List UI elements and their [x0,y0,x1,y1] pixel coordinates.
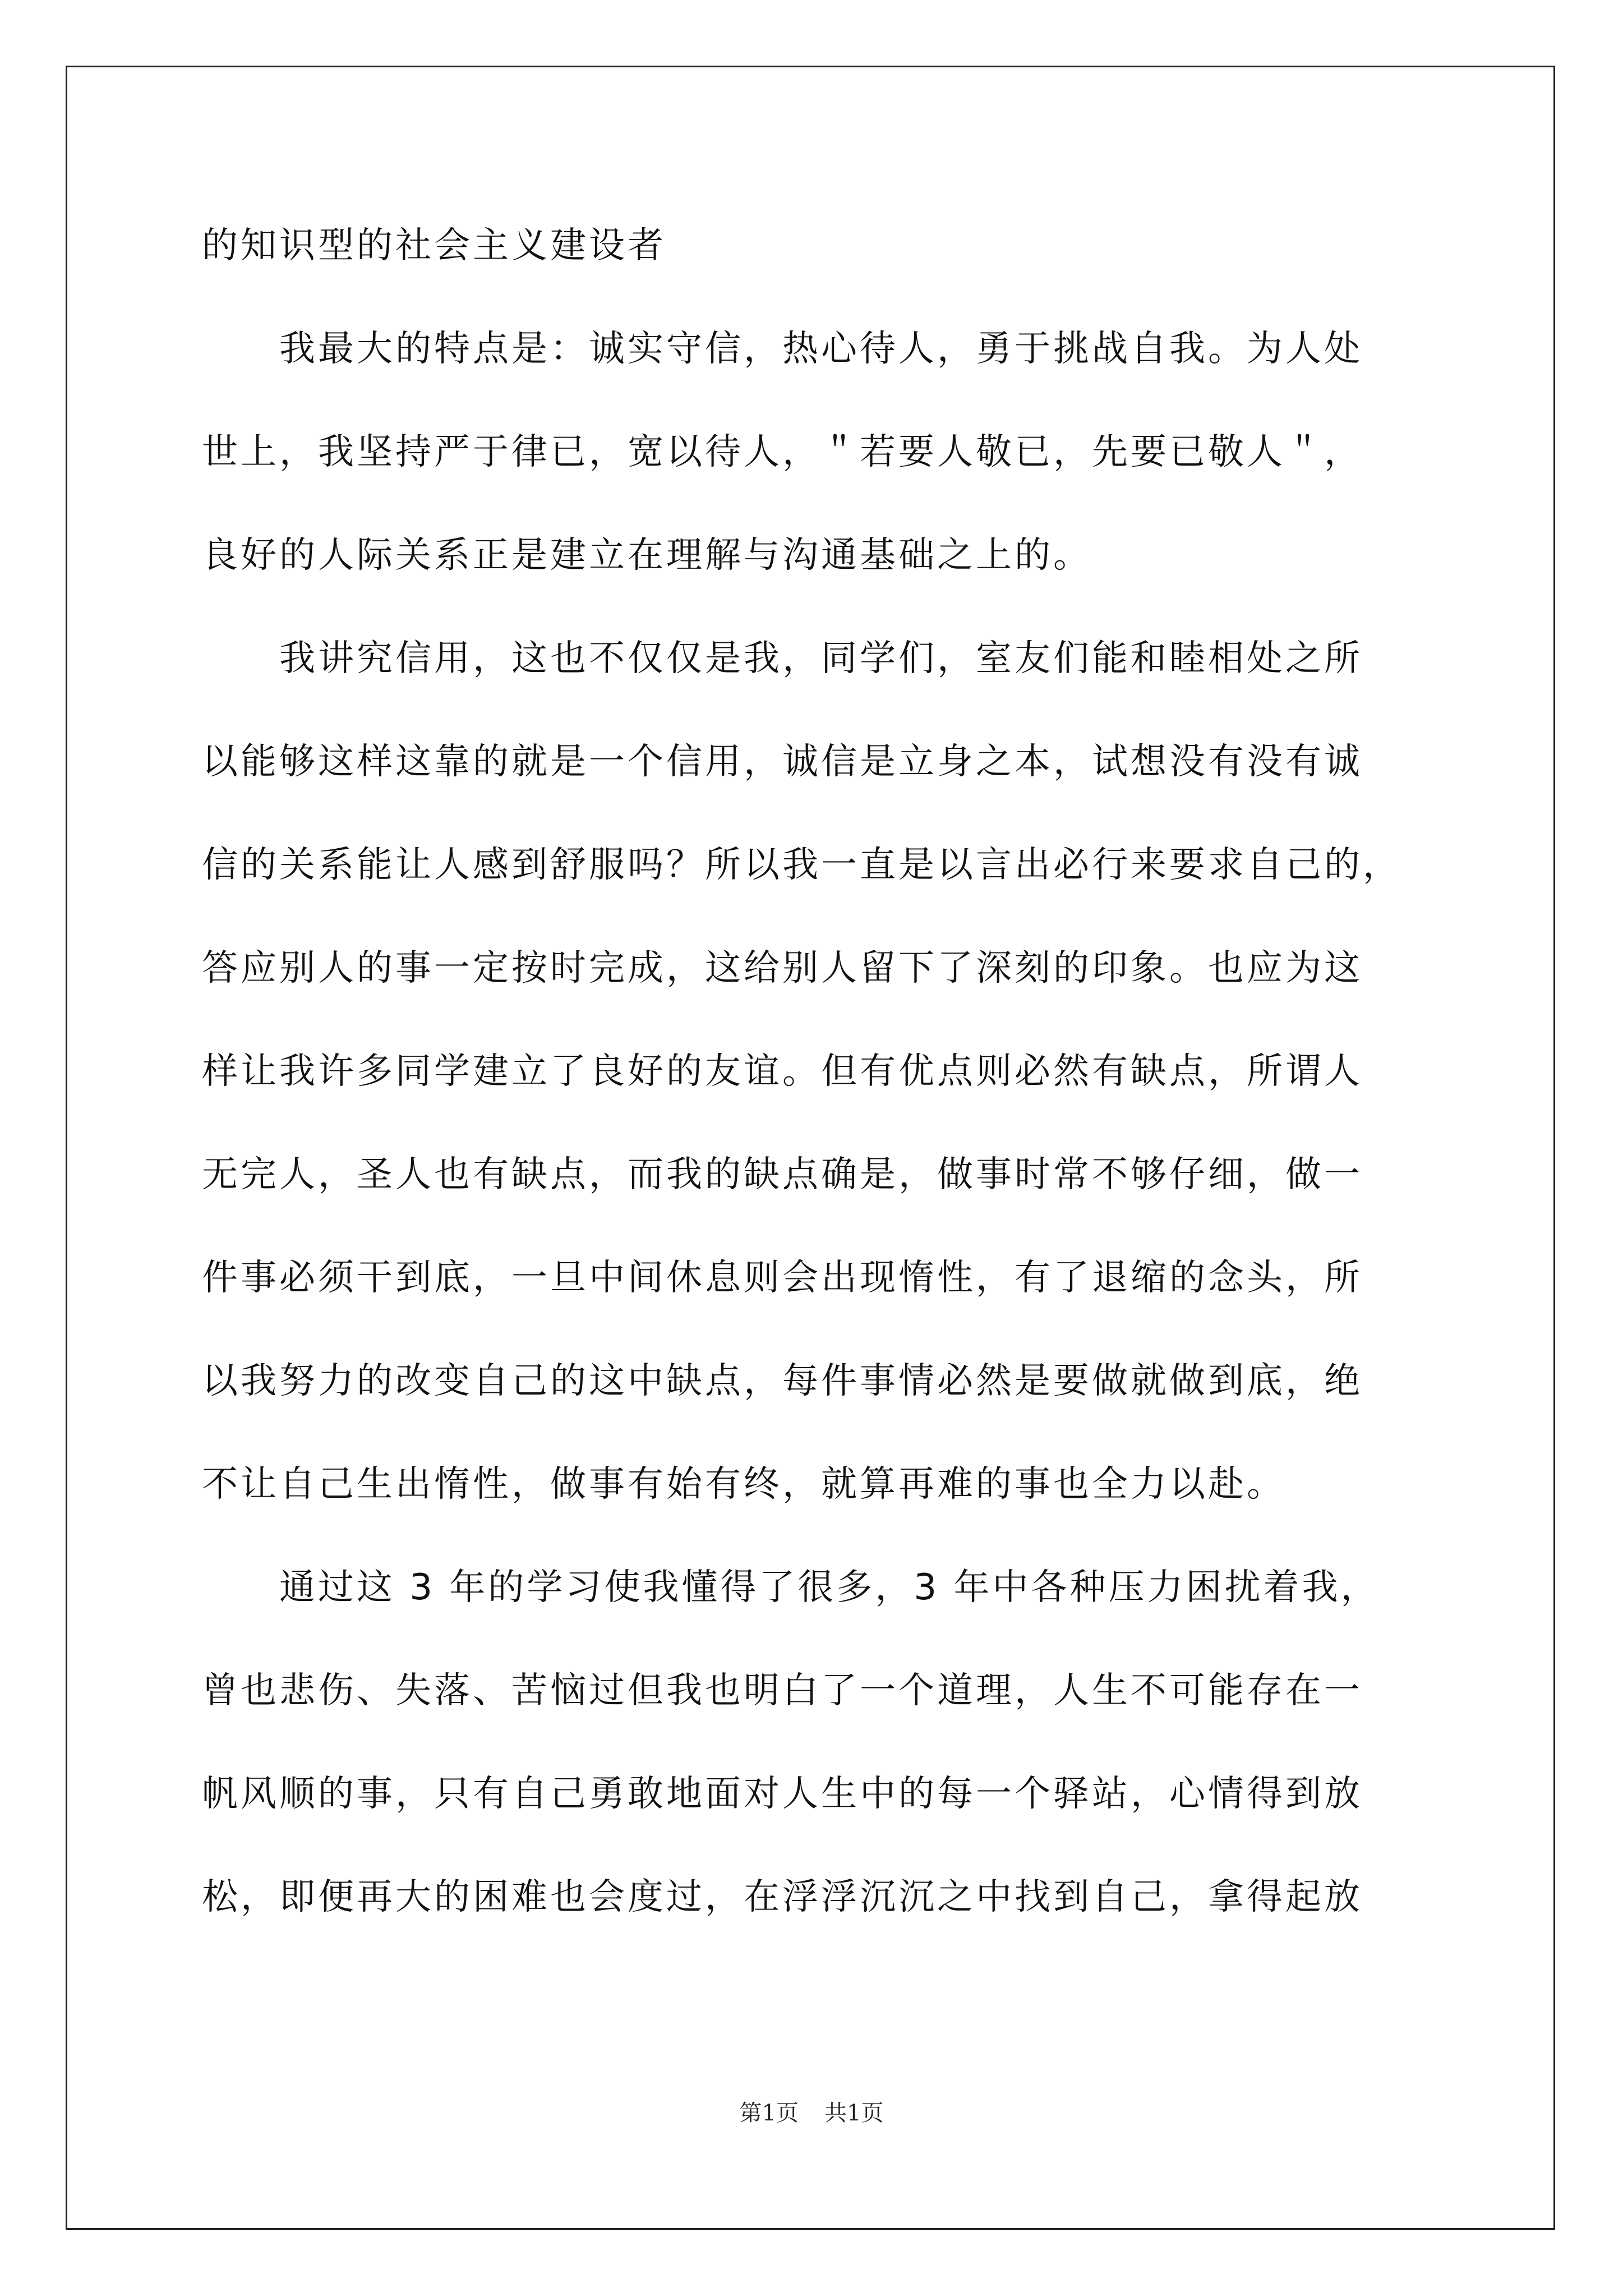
page-number: 第1页 [739,2100,799,2126]
text-line: 不让自己生出惰性，做事有始有终，就算再难的事也全力以赴。 [202,1464,1285,1505]
text-line: 无完人，圣人也有缺点，而我的缺点确是，做事时常不够仔细，做一 [202,1154,1363,1195]
text-line: 信的关系能让人感到舒服吗？所以我一直是以言出必行来要求自己的， [202,844,1401,886]
text-line: 以能够这样这靠的就是一个信用，诚信是立身之本，试想没有没有诚 [202,741,1363,783]
text-line: 的知识型的社会主义建设者 [202,225,666,266]
page-total: 共1页 [824,2100,884,2126]
page-footer [0,2095,1623,2127]
text-line: 以我努力的改变自己的这中缺点，每件事情必然是要做就做到底，绝 [202,1360,1363,1402]
text-line: 我最大的特点是：诚实守信，热心待人，勇于挑战自我。为人处 [279,328,1363,370]
text-line: 样让我许多同学建立了良好的友谊。但有优点则必然有缺点，所谓人 [202,1051,1363,1092]
text-line: 答应别人的事一定按时完成，这给别人留下了深刻的印象。也应为这 [202,947,1363,989]
text-line: 件事必须干到底，一旦中间休息则会出现惰性，有了退缩的念头，所 [202,1257,1363,1299]
text-line: 世上，我坚持严于律已，宽以待人，＂若要人敬已，先要已敬人＂， [202,431,1363,473]
document-body [202,222,1430,1976]
text-line: 帆风顺的事，只有自己勇敢地面对人生中的每一个驿站，心情得到放 [202,1773,1363,1815]
text-line: 松，即便再大的困难也会度过，在浮浮沉沉之中找到自己，拿得起放 [202,1876,1363,1918]
text-line: 良好的人际关系正是建立在理解与沟通基础之上的。 [202,535,1092,576]
text-line: 通过这 3 年的学习使我懂得了很多，3 年中各种压力困扰着我， [279,1567,1380,1608]
text-line: 我讲究信用，这也不仅仅是我，同学们，室友们能和睦相处之所 [279,638,1363,679]
text-line: 曾也悲伤、失落、苦恼过但我也明白了一个道理，人生不可能存在一 [202,1670,1363,1711]
